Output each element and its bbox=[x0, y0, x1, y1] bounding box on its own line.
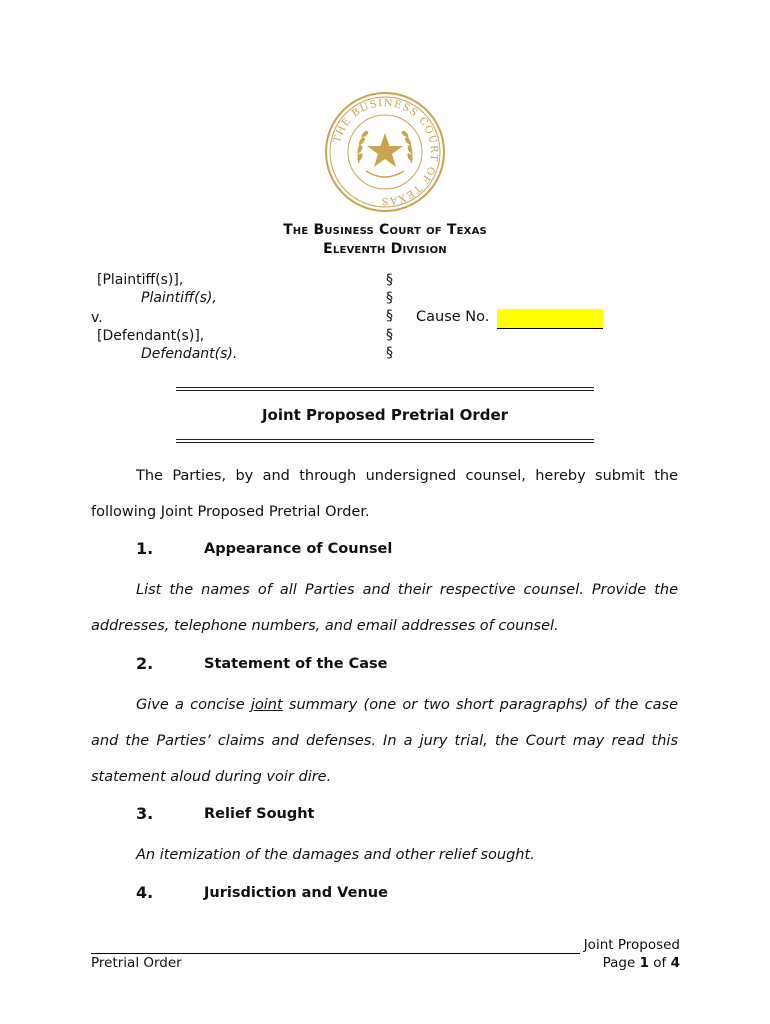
title-rule-top bbox=[176, 387, 594, 391]
section-symbol: § bbox=[386, 326, 393, 343]
section-body-text: Give a concise bbox=[136, 697, 251, 713]
section-symbol: § bbox=[386, 290, 393, 307]
title-rule-bottom bbox=[176, 439, 594, 443]
section-symbol: § bbox=[386, 308, 393, 325]
defendant-block bbox=[97, 327, 237, 363]
plaintiff-placeholder: [Plaintiff(s)], bbox=[97, 272, 184, 288]
case-caption bbox=[97, 271, 217, 307]
section-body-text: summary (one or two short paragraphs) of the case and the Parties’ claims and defenses. In a jury trial, the Court may read this statement aloud during voir dire. bbox=[91, 697, 678, 785]
section-number: 3. bbox=[136, 804, 154, 823]
section-number: 4. bbox=[136, 883, 154, 902]
plaintiff-role: Plaintiff(s), bbox=[141, 290, 217, 307]
section-heading: Jurisdiction and Venue bbox=[204, 885, 388, 901]
court-seal-icon bbox=[324, 91, 446, 213]
page-footer bbox=[91, 936, 680, 972]
page-indicator: Page 1 of 4 bbox=[602, 955, 680, 971]
court-division: Eleventh Division bbox=[323, 241, 447, 257]
section-body: An itemization of the damages and other relief sought. bbox=[136, 847, 535, 863]
section-symbol: § bbox=[386, 272, 393, 288]
section-symbol-column bbox=[386, 271, 393, 362]
section-number: 1. bbox=[136, 539, 154, 558]
footer-title-part1: Joint Proposed bbox=[583, 937, 680, 953]
document-title: Joint Proposed Pretrial Order bbox=[261, 406, 509, 424]
section-symbol: § bbox=[386, 344, 393, 361]
section-heading: Statement of the Case bbox=[204, 656, 388, 672]
court-name: The Business Court of Texas bbox=[283, 222, 487, 238]
section-heading: Relief Sought bbox=[204, 806, 315, 822]
footer-underline bbox=[91, 940, 580, 954]
emphasis-joint: joint bbox=[250, 697, 283, 713]
defendant-role: Defendant(s). bbox=[141, 346, 238, 363]
section-number: 2. bbox=[136, 654, 154, 673]
defendant-placeholder: [Defendant(s)], bbox=[97, 328, 205, 344]
section-body bbox=[91, 687, 678, 795]
section-heading: Appearance of Counsel bbox=[204, 541, 393, 557]
section-body: List the names of all Parties and their respective counsel. Provide the addresses, telephone numbers, and email addresses of counsel. bbox=[91, 582, 678, 634]
footer-title-part2: Pretrial Order bbox=[91, 955, 182, 971]
seal-text: THE BUSINESS COURT OF TEXAS bbox=[331, 97, 440, 207]
cause-number-field[interactable] bbox=[497, 309, 603, 329]
intro-paragraph: The Parties, by and through undersigned counsel, hereby submit the following Joint Proposed Pretrial Order. bbox=[91, 468, 678, 520]
versus: v. bbox=[91, 310, 103, 326]
cause-number-label: Cause No. bbox=[416, 309, 490, 325]
